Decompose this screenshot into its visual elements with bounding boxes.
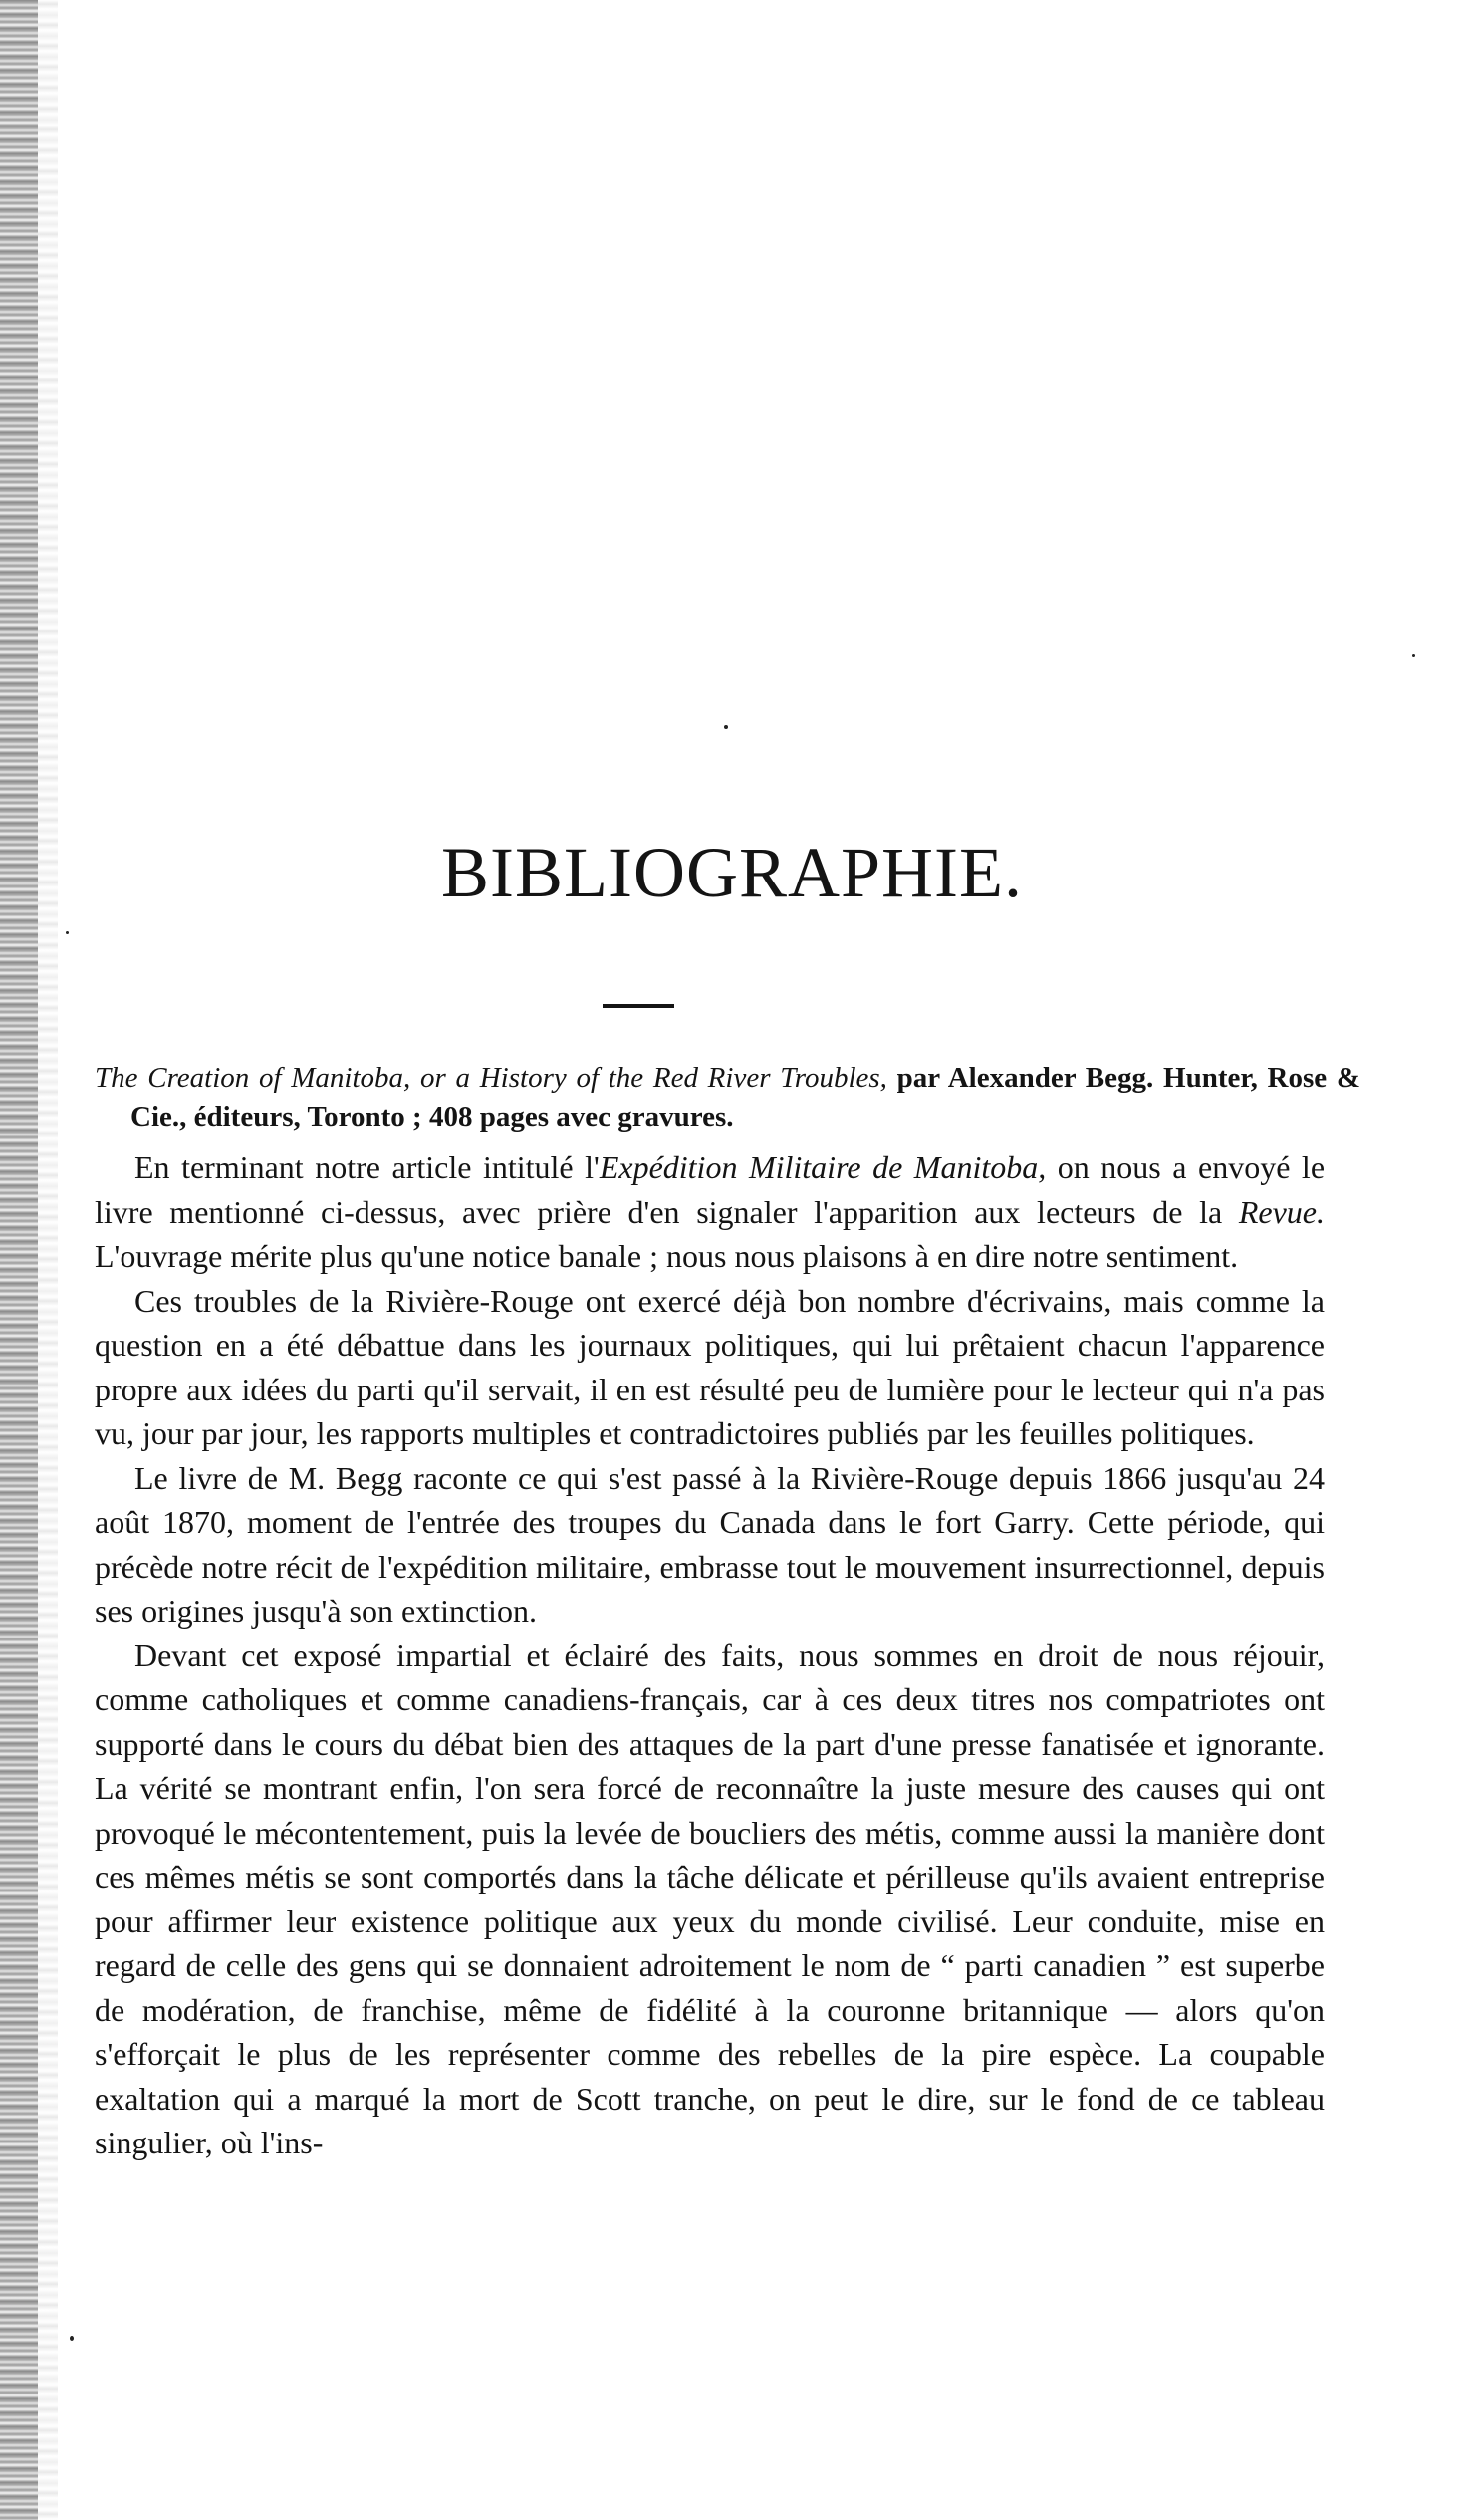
print-speck <box>70 2336 74 2341</box>
paragraph-1: En terminant notre article intitulé l'Expédition Militaire de Manitoba, on nous a envoyé le livre mentionné ci-dessus, avec prière d'en signaler l'apparition aux lecteurs de la Revue. L'ouvrage mérite plus qu'une notice banale ; nous nous plaisons à en dire notre sentiment. <box>95 1149 1326 1274</box>
book-author: par Alexander Begg. <box>896 1062 1154 1094</box>
print-speck <box>66 931 69 934</box>
review-body <box>95 1145 1325 2165</box>
page-title: BIBLIOGRAPHIE. <box>441 833 1023 912</box>
bibliographic-entry <box>95 1059 1360 1136</box>
print-speck <box>724 725 728 729</box>
paragraph-4: Devant cet exposé impartial et éclairé des faits, nous sommes en droit de nous réjouir, comme catholiques et comme canadiens-français, car à ces deux titres nos compatriotes ont supporté dans le cours du débat bien des attaques de la part d'une presse fanatisée et ignorante. La vérité se montrant enfin, l'on sera forcé de reconnaître la juste mesure des causes qui ont provoqué le mécontentement, puis la levée de boucliers des métis, comme aussi la manière dont ces mêmes métis se sont comportés dans la tâche délicate et périlleuse qu'ils avaient entreprise pour affirmer leur existence politique aux yeux du monde civilisé. Leur conduite, mise en regard de celle des gens qui se donnaient adroitement le nom de “ parti canadien ” est superbe de modération, de franchise, même de fidélité à la couronne britannique — alors qu'on s'efforçait le plus de les représenter comme des rebelles de la pire espèce. La coupable exaltation qui a marqué la mort de Scott tranche, on peut le dire, sur le fond de ce tableau singulier, où l'ins- <box>95 1637 1325 2160</box>
book-title: The Creation of Manitoba, or a History of the Red River Troubles, <box>95 1062 887 1094</box>
title-divider <box>603 1004 674 1008</box>
paragraph-3: Le livre de M. Begg raconte ce qui s'est passé à la Rivière-Rouge depuis 1866 jusqu'au 24 août 1870, moment de l'entrée des troupes du Canada dans le fort Garry. Cette période, qui précède notre récit de l'expédition militaire, embrasse tout le mouvement insurrectionnel, depuis ses origines jusqu'à son extinction. <box>95 1459 1325 1629</box>
paragraph-2: Ces troubles de la Rivière-Rouge ont exercé déjà bon nombre d'écrivains, mais comme la question en a été débattue dans les journaux politiques, qui lui prêtaient chacun l'apparence propre aux idées du parti qu'il servait, il en est résulté peu de lumière pour le lecteur qui n'a pas vu, jour par jour, les rapports multiples et contradictoires publiés par les feuilles politiques. <box>95 1282 1325 1451</box>
print-speck <box>1412 654 1415 657</box>
page-binding-edge <box>0 0 38 2520</box>
book-publisher: Hunter, Rose & Cie., éditeurs, Toronto ; 408 pages avec gravures. <box>130 1062 1361 1133</box>
